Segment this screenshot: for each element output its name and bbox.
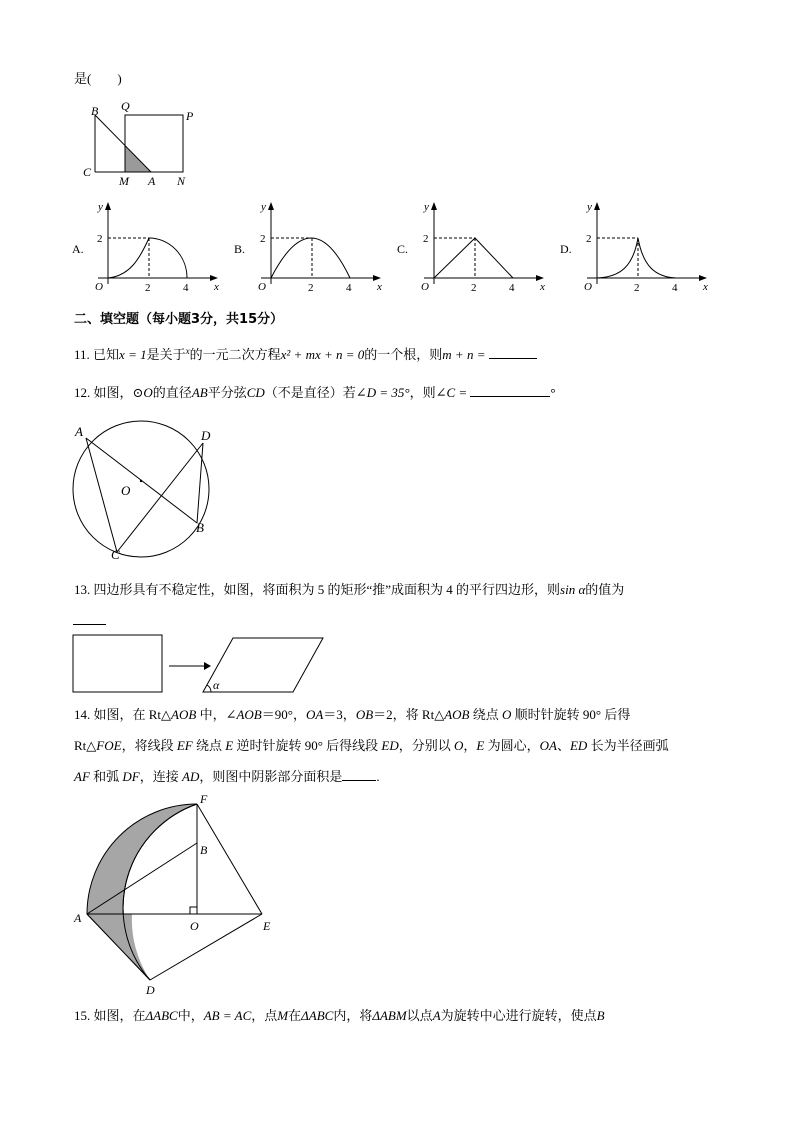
label-C: C: [111, 547, 120, 560]
q14-answer-blank[interactable]: [342, 768, 376, 781]
tick-label-x-4: 4: [509, 282, 515, 294]
q12-text-1: 如图，: [93, 385, 133, 400]
q14-l2c: 绕点: [192, 738, 226, 753]
y-label: y: [424, 201, 429, 213]
q14-o: O: [501, 707, 512, 722]
q14-aob3: AOB: [444, 707, 470, 722]
origin-label: O: [584, 281, 592, 293]
label-F: F: [200, 792, 208, 806]
option-graph-a: [90, 198, 225, 294]
y-axis-arrow: [105, 202, 111, 210]
q14-l3b: ，连接: [139, 769, 183, 784]
q14-o2: O: [454, 738, 464, 753]
q14-l2i: 长为半径画弧: [587, 738, 669, 753]
label-E: E: [263, 919, 271, 933]
y-axis-arrow: [268, 202, 274, 210]
q14-l3d: .: [376, 769, 380, 784]
q15-text-7: 为旋转中心进行旋转，使点: [440, 1008, 597, 1023]
q14-l2a: Rt△: [74, 738, 97, 753]
x-label: x: [540, 281, 545, 293]
question-14-line-2: [74, 735, 669, 754]
q14-ed2: ED: [569, 738, 588, 753]
tick-label-y-2: 2: [586, 233, 592, 245]
q11-text-2: 是关于: [146, 347, 186, 362]
y-label: y: [98, 201, 103, 213]
q15-text-3: ，点: [251, 1008, 278, 1023]
q14-ob: OB: [355, 707, 374, 722]
q11-answer-blank[interactable]: [489, 346, 537, 359]
label-O: O: [190, 919, 199, 933]
label-A: A: [148, 174, 156, 188]
q11-text-3: 的一元二次方程: [189, 347, 281, 362]
q11-number: 11.: [74, 347, 90, 362]
question-14-line-3: [74, 766, 380, 785]
label-B: B: [200, 843, 208, 857]
q15-triangle: ΔABC: [145, 1008, 178, 1023]
section-2-title: 二、填空题（每小题3分，共15分）: [74, 312, 284, 327]
q14-ed: ED: [381, 738, 399, 753]
y-label: y: [587, 201, 592, 213]
q14-l1c: ＝90°，: [261, 707, 306, 722]
q15-a: A: [432, 1008, 441, 1023]
tick-label-x-4: 4: [183, 282, 189, 294]
origin-label: O: [258, 281, 266, 293]
shaded-region-upper: [87, 804, 197, 980]
q14-l1e: ＝2，将 Rt△: [373, 707, 445, 722]
origin-label: O: [95, 281, 103, 293]
tick-label-y-2: 2: [423, 233, 429, 245]
q15-equality: AB = AC: [203, 1008, 252, 1023]
label-P: P: [186, 109, 194, 123]
question-13: [74, 579, 624, 598]
q11-variable: x: [185, 345, 190, 356]
q14-l2e: ，分别以: [398, 738, 454, 753]
q11-ask: m + n =: [442, 347, 486, 362]
q10-stem-tail: 是( ): [74, 71, 122, 86]
tick-label-x-4: 4: [672, 282, 678, 294]
tick-label-x-4: 4: [346, 282, 352, 294]
question-15: [74, 1005, 605, 1024]
option-label-d: D.: [560, 242, 572, 256]
option-graph-b: [253, 198, 388, 294]
q15-number: 15.: [74, 1008, 91, 1023]
label-B: B: [91, 104, 99, 118]
label-Q: Q: [121, 99, 130, 113]
q14-df: DF: [122, 769, 140, 784]
q13-figure: [70, 630, 330, 696]
q12-answer-blank[interactable]: [470, 384, 550, 397]
alpha-label: α: [213, 678, 220, 692]
q15-abm: ΔABM: [372, 1008, 407, 1023]
q15-triangle-2: ΔABC: [301, 1008, 334, 1023]
q14-aob2: AOB: [236, 707, 262, 722]
tick-label-x-2: 2: [145, 282, 151, 294]
option-graph-d: [579, 198, 714, 294]
q14-l1d: ＝3，: [323, 707, 356, 722]
q12-angle-c: ∠C =: [435, 385, 468, 400]
q13-number: 13.: [74, 582, 91, 597]
tick-label-y-2: 2: [260, 233, 266, 245]
tick-label-x-2: 2: [634, 282, 640, 294]
label-O: O: [121, 483, 131, 498]
q11-text-4: 的一个根，则: [364, 347, 443, 362]
q14-l2f: ，: [463, 738, 477, 753]
label-A: A: [74, 911, 82, 925]
q14-l2b: ，将线段: [121, 738, 177, 753]
y-axis-arrow: [594, 202, 600, 210]
q14-aob: AOB: [171, 707, 197, 722]
label-D: D: [201, 428, 211, 443]
q14-oa: OA: [305, 707, 324, 722]
q14-ef: EF: [176, 738, 193, 753]
q14-l2h: 、: [556, 738, 570, 753]
q12-angle-d: ∠D = 35°: [355, 385, 410, 400]
q15-text-5: 内，将: [333, 1008, 373, 1023]
origin-label: O: [421, 281, 429, 293]
q11-root: x = 1: [119, 347, 147, 362]
label-N: N: [177, 174, 186, 188]
q15-text-2: 中，: [177, 1008, 204, 1023]
q12-number: 12.: [74, 385, 91, 400]
q13-sin: sin α: [560, 582, 586, 597]
q14-af: AF: [74, 769, 90, 784]
option-label-a: A.: [72, 242, 84, 256]
tick-label-x-2: 2: [308, 282, 314, 294]
option-label-b: B.: [234, 242, 246, 256]
q13-answer-blank[interactable]: [73, 612, 106, 625]
q14-e: E: [225, 738, 234, 753]
q15-text-4: 在: [288, 1008, 302, 1023]
q14-l1b: 中，∠: [196, 707, 237, 722]
q14-number: 14.: [74, 707, 91, 722]
option-graph-c: [416, 198, 551, 294]
question-12: [74, 382, 556, 401]
label-B: B: [196, 520, 204, 535]
q14-l1f: 绕点: [469, 707, 502, 722]
question-11: [74, 344, 537, 363]
q15-m: M: [277, 1008, 289, 1023]
x-label: x: [703, 281, 708, 293]
label-A: A: [75, 424, 83, 439]
q12-text-5: ，则: [409, 385, 436, 400]
q14-oa2: OA: [539, 738, 557, 753]
x-label: x: [377, 281, 382, 293]
q14-l2g: 为圆心，: [484, 738, 540, 753]
x-label: x: [214, 281, 219, 293]
q12-circle: ⊙O: [132, 385, 153, 400]
q12-ab: AB: [191, 385, 208, 400]
q11-equation: x² + mx + n = 0: [280, 347, 365, 362]
q14-l3c: ，则图中阴影部分面积是: [199, 769, 343, 784]
q12-circle-figure: [70, 420, 220, 560]
q11-text-1: 已知: [93, 347, 120, 362]
y-axis-arrow: [431, 202, 437, 210]
q12-text-3: 平分弦: [207, 385, 247, 400]
q13-text-tail: 的值为: [585, 582, 625, 597]
q14-l2d: 逆时针旋转 90° 后得线段: [233, 738, 382, 753]
q15-b: B: [596, 1008, 605, 1023]
label-C: C: [83, 165, 92, 179]
q14-figure: [70, 790, 285, 1000]
q14-e2: E: [476, 738, 485, 753]
q12-unit: °: [550, 385, 556, 400]
q12-text-2: 的直径: [152, 385, 192, 400]
q14-foe: FOE: [96, 738, 122, 753]
q14-l1g: 顺时针旋转 90° 后得: [511, 707, 631, 722]
y-label: y: [261, 201, 266, 213]
q13-text: 四边形具有不稳定性，如图，将面积为 5 的矩形“推”成面积为 4 的平行四边形，则: [93, 582, 561, 597]
q12-text-4: （不是直径）若: [264, 385, 356, 400]
q14-ad: AD: [182, 769, 200, 784]
q14-l3a: 和弧: [89, 769, 123, 784]
question-14-line-1: [74, 704, 630, 723]
option-label-c: C.: [397, 242, 409, 256]
label-M: M: [119, 174, 129, 188]
q15-text-1: 如图，在: [93, 1008, 146, 1023]
tick-label-y-2: 2: [97, 233, 103, 245]
label-D: D: [146, 983, 155, 997]
q14-l1a: 如图，在 Rt△: [93, 707, 172, 722]
q15-text-6: 以点: [406, 1008, 433, 1023]
tick-label-x-2: 2: [471, 282, 477, 294]
q10-figure: [78, 96, 208, 188]
q12-cd: CD: [246, 385, 265, 400]
